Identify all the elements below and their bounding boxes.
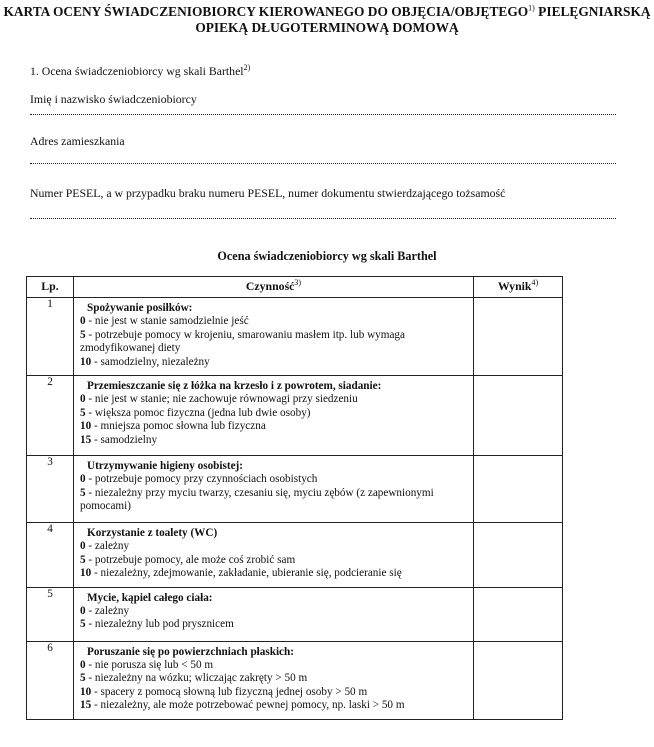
title-line-2: OPIEKĄ DŁUGOTERMINOWĄ DOMOWĄ bbox=[195, 20, 459, 35]
row-number: 4 bbox=[27, 523, 74, 588]
activity-title: Utrzymywanie higieny osobistej: bbox=[87, 460, 243, 473]
score-option bbox=[80, 356, 467, 369]
result-input-cell[interactable] bbox=[474, 298, 563, 376]
result-input-cell[interactable] bbox=[474, 641, 563, 719]
barthel-table bbox=[26, 276, 563, 720]
header-result bbox=[474, 277, 563, 298]
table-header-row bbox=[27, 277, 563, 298]
activity-title: Przemieszczanie się z łóżka na krzesło i z powrotem, siadanie: bbox=[87, 380, 382, 393]
score-option bbox=[80, 686, 467, 699]
score-value: 0 bbox=[80, 605, 86, 618]
score-option bbox=[80, 672, 467, 685]
activity-title: Mycie, kąpiel całego ciała: bbox=[87, 591, 213, 604]
table-title: Ocena świadczeniobiorcy wg skali Barthel bbox=[217, 249, 437, 263]
activity-content bbox=[74, 523, 473, 587]
score-value: 10 bbox=[80, 567, 92, 580]
activity-content bbox=[74, 642, 473, 719]
table-row bbox=[27, 298, 563, 376]
title-line-1: KARTA OCENY ŚWIADCZENIOBIORCY KIEROWANEGO DO OBJĘCIA/OBJĘTEGO bbox=[3, 4, 529, 19]
score-value: 5 bbox=[80, 328, 86, 341]
score-option bbox=[80, 618, 467, 631]
score-value: 0 bbox=[80, 393, 86, 406]
address-field-line[interactable] bbox=[30, 163, 616, 164]
score-description: - spacery z pomocą słowną lub fizyczną jednej osoby > 50 m bbox=[91, 685, 368, 698]
header-activity-footnote-ref: 3) bbox=[294, 278, 302, 288]
activity-title: Poruszanie się po powierzchniach płaskich: bbox=[87, 645, 294, 658]
section-1-label: 1. Ocena świadczeniobiorcy wg skali Barthel bbox=[30, 64, 244, 78]
score-description: - nie jest w stanie samodzielnie jeść bbox=[85, 315, 249, 328]
name-field-label: Imię i nazwisko świadczeniobiorcy bbox=[30, 92, 197, 106]
table-row bbox=[27, 376, 563, 456]
score-description: - nie jest w stanie; nie zachowuje równowagi przy siedzeniu bbox=[85, 393, 358, 406]
score-description: - niezależny, zdejmowanie, zakładanie, ubieranie się, podcieranie się bbox=[91, 567, 402, 580]
activity-content bbox=[74, 298, 473, 375]
score-option bbox=[80, 473, 467, 486]
document-title bbox=[0, 4, 654, 36]
score-value: 0 bbox=[80, 540, 86, 553]
activity-content bbox=[74, 588, 473, 638]
score-description: - zależny bbox=[85, 605, 130, 618]
score-description: - potrzebuje pomocy w krojeniu, smarowaniu masłem itp. lub wymaga zmodyfikowanej diety bbox=[80, 328, 405, 355]
score-value: 5 bbox=[80, 672, 86, 685]
row-number: 2 bbox=[27, 376, 74, 456]
score-description: - niezależny na wózku; wliczając zakręty > 50 m bbox=[85, 672, 308, 685]
score-option bbox=[80, 540, 467, 553]
score-value: 0 bbox=[80, 659, 86, 672]
table-row bbox=[27, 456, 563, 523]
row-number: 3 bbox=[27, 456, 74, 523]
score-option bbox=[80, 567, 467, 580]
score-description: - samodzielny, niezależny bbox=[91, 355, 210, 368]
score-option bbox=[80, 605, 467, 618]
result-input-cell[interactable] bbox=[474, 376, 563, 456]
header-result-footnote-ref: 4) bbox=[531, 278, 539, 288]
row-number: 5 bbox=[27, 587, 74, 641]
score-option bbox=[80, 407, 467, 420]
address-field-label: Adres zamieszkania bbox=[30, 134, 125, 148]
result-input-cell[interactable] bbox=[474, 587, 563, 641]
score-value: 15 bbox=[80, 433, 92, 446]
table-row bbox=[27, 587, 563, 641]
score-value: 15 bbox=[80, 699, 92, 712]
score-option bbox=[80, 329, 467, 356]
activity-cell bbox=[74, 523, 474, 588]
table-row bbox=[27, 641, 563, 719]
score-value: 10 bbox=[80, 685, 92, 698]
activity-title: Spożywanie posiłków: bbox=[87, 302, 193, 314]
score-option bbox=[80, 699, 467, 712]
score-description: - niezależny lub pod prysznicem bbox=[85, 618, 234, 631]
activity-cell bbox=[74, 641, 474, 719]
activity-cell bbox=[74, 298, 474, 376]
score-description: - potrzebuje pomocy, ale może coś zrobić sam bbox=[85, 553, 296, 566]
score-option bbox=[80, 393, 467, 406]
score-value: 10 bbox=[80, 355, 92, 368]
score-value: 0 bbox=[80, 473, 86, 486]
header-result-label: Wynik bbox=[497, 279, 532, 294]
title-line-1-tail: PIELĘGNIARSKĄ bbox=[534, 4, 651, 19]
score-description: - większa pomoc fizyczna (jedna lub dwie osoby) bbox=[85, 406, 311, 419]
name-field-line[interactable] bbox=[30, 114, 616, 115]
score-description: - niezależny, ale może potrzebować pewnej pomocy, np. laski > 50 m bbox=[91, 699, 405, 712]
table-row bbox=[27, 523, 563, 588]
score-value: 5 bbox=[80, 553, 86, 566]
score-description: - nie porusza się lub < 50 m bbox=[85, 659, 214, 672]
activity-content bbox=[74, 456, 473, 520]
result-input-cell[interactable] bbox=[474, 523, 563, 588]
score-value: 5 bbox=[80, 486, 86, 499]
score-option bbox=[80, 487, 467, 514]
activity-title: Korzystanie z toalety (WC) bbox=[87, 527, 218, 540]
score-option bbox=[80, 434, 467, 447]
row-number: 1 bbox=[27, 298, 74, 376]
row-number: 6 bbox=[27, 641, 74, 719]
activity-cell bbox=[74, 587, 474, 641]
score-description: - zależny bbox=[85, 540, 130, 553]
score-option bbox=[80, 554, 467, 567]
score-description: - samodzielny bbox=[91, 433, 158, 446]
pesel-field-label: Numer PESEL, a w przypadku braku numeru PESEL, numer dokumentu stwierdzającego tożsamość bbox=[30, 186, 506, 200]
score-description: - mniejsza pomoc słowna lub fizyczna bbox=[91, 420, 266, 433]
header-activity-label: Czynność bbox=[245, 279, 295, 294]
score-description: - potrzebuje pomocy przy czynnościach osobistych bbox=[85, 473, 318, 486]
section-1-heading bbox=[30, 64, 250, 78]
header-lp: Lp. bbox=[27, 277, 74, 298]
score-value: 0 bbox=[80, 315, 86, 328]
score-value: 5 bbox=[80, 406, 86, 419]
section-1-footnote-ref: 2) bbox=[243, 63, 251, 73]
activity-content bbox=[74, 376, 473, 453]
score-value: 5 bbox=[80, 618, 86, 631]
score-value: 10 bbox=[80, 420, 92, 433]
title-footnote-ref: 1) bbox=[528, 3, 535, 13]
activity-cell bbox=[74, 456, 474, 523]
score-option bbox=[80, 315, 467, 328]
score-option bbox=[80, 420, 467, 433]
score-option bbox=[80, 659, 467, 672]
score-description: - niezależny przy myciu twarzy, czesaniu się, myciu zębów (z zapewnionymi pomocami) bbox=[80, 486, 434, 513]
pesel-field-line[interactable] bbox=[30, 218, 616, 219]
result-input-cell[interactable] bbox=[474, 456, 563, 523]
header-activity bbox=[74, 277, 474, 298]
activity-cell bbox=[74, 376, 474, 456]
